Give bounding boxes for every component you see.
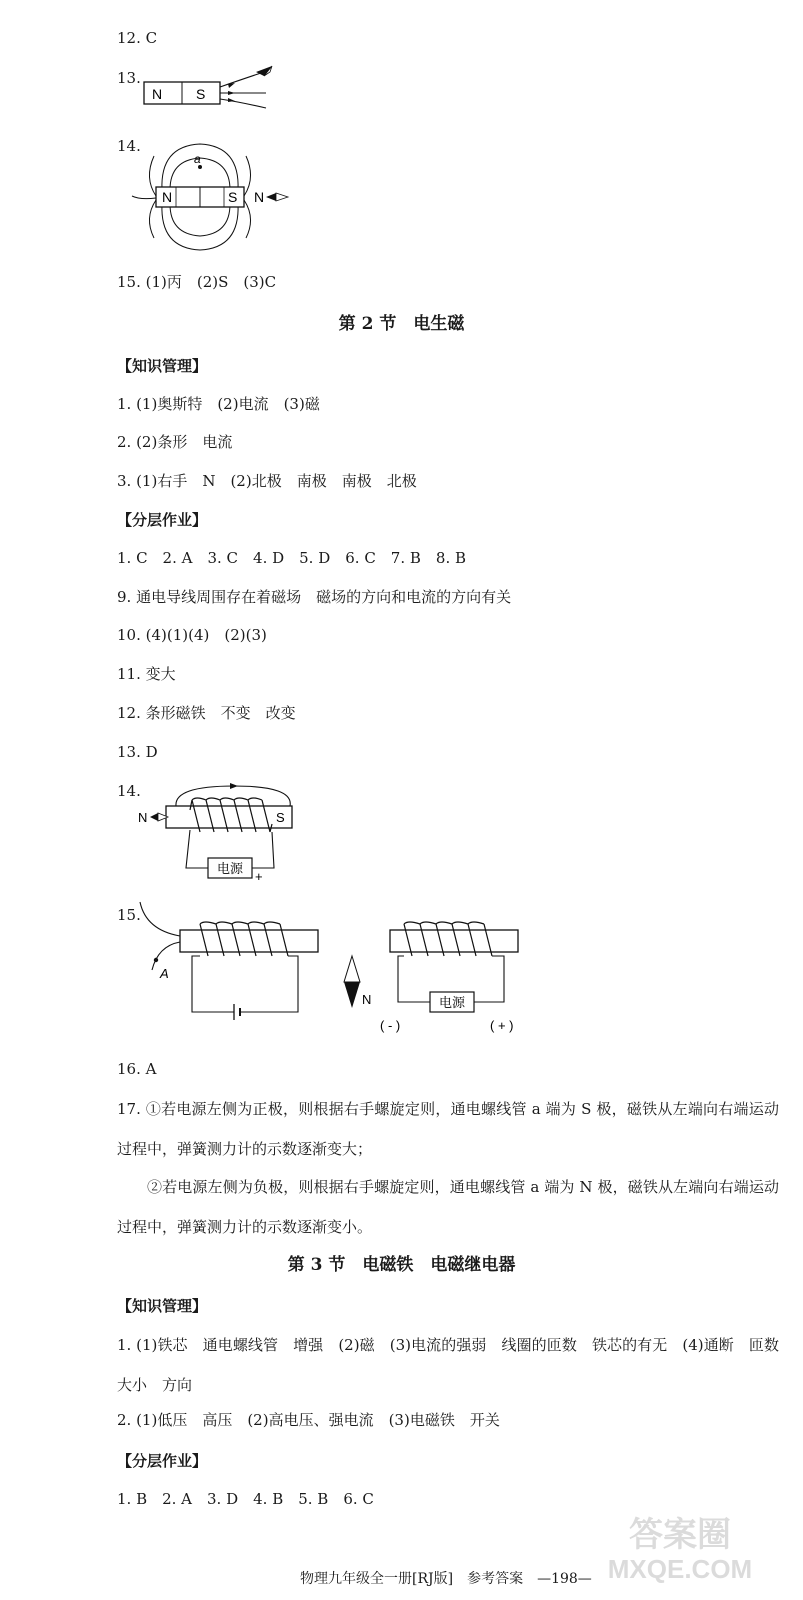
answer-15: 15. (1)丙 (2)S (3)C — [117, 273, 277, 291]
section-2-answer-10: 10. (4)(1)(4) (2)(3) — [117, 626, 267, 644]
section-2-answers-1-8: 1. C 2. A 3. C 4. D 5. D 6. C 7. B 8. B — [117, 549, 466, 567]
section-3-knowledge-heading: 【知识管理】 — [117, 1297, 208, 1315]
question-14-label: 14. — [117, 137, 141, 155]
fig-s2-15-a-label: A — [160, 966, 169, 981]
fig-s2-15-needle-n-label: N — [362, 992, 372, 1007]
section-2-answer-13: 13. D — [117, 743, 158, 761]
section-3-layer-heading: 【分层作业】 — [117, 1452, 208, 1470]
section-2-question-14-label: 14. — [117, 782, 141, 800]
fig-s2-14-s-label: S — [276, 810, 285, 825]
svg-text:答案圈: 答案圈 — [629, 1516, 731, 1554]
figure-s2-15-solenoids — [134, 900, 554, 1045]
section-2-knowledge-3: 3. (1)右手 N (2)北极 南极 南极 北极 — [117, 472, 417, 490]
fig14-a-label: a — [194, 152, 201, 166]
fig14-needle-n-label: N — [254, 189, 265, 205]
fig-s2-14-plus-label: + — [255, 869, 263, 884]
fig-s2-15-plus-label: ( + ) — [490, 1018, 514, 1033]
page-footer: 物理九年级全一册[RJ版] 参考答案 —198— — [300, 1571, 592, 1587]
fig14-n-label: N — [162, 189, 173, 205]
fig14-s-label: S — [228, 189, 238, 205]
answer-12: 12. C — [117, 29, 158, 47]
svg-text:MXQE.COM: MXQE.COM — [607, 1554, 753, 1584]
section-2-knowledge-1: 1. (1)奥斯特 (2)电流 (3)磁 — [117, 395, 320, 413]
fig13-n-label: N — [152, 86, 163, 102]
figure-14-field-lines — [130, 138, 300, 258]
watermark-logo — [575, 1506, 785, 1586]
section-2-knowledge-heading: 【知识管理】 — [117, 357, 208, 375]
section-2-answer-11: 11. 变大 — [117, 665, 176, 683]
section-2-title: 第 2 节 电生磁 — [338, 314, 465, 334]
section-3-title: 第 3 节 电磁铁 电磁继电器 — [287, 1255, 516, 1275]
fig13-s-label: S — [196, 86, 206, 102]
section-2-knowledge-2: 2. (2)条形 电流 — [117, 433, 233, 451]
section-2-answer-16: 16. A — [117, 1060, 157, 1078]
section-2-answer-17-part-1: 17. ①若电源左侧为正极，则根据右手螺旋定则，通电螺线管 a 端为 S 极，磁铁从左端向右端运动过程中，弹簧测力计的示数逐渐变大； — [117, 1100, 779, 1158]
fig-s2-15-source-label: 电源 — [438, 995, 466, 1010]
question-13-label: 13. — [117, 69, 141, 87]
fig-s2-14-source-label: 电源 — [216, 861, 244, 876]
fig-s2-14-n-label: N — [138, 810, 148, 825]
fig-s2-15-minus-label: ( - ) — [380, 1018, 401, 1033]
compass-needle-icon — [266, 193, 276, 201]
section-2-answer-12: 12. 条形磁铁 不变 改变 — [117, 704, 296, 722]
section-3-knowledge-2: 2. (1)低压 高压 (2)高电压、强电流 (3)电磁铁 开关 — [117, 1411, 500, 1429]
section-2-question-15-label: 15. — [117, 906, 141, 924]
compass-needle-icon — [344, 956, 360, 982]
section-2-layer-heading: 【分层作业】 — [117, 511, 208, 529]
section-2-answer-17-part-2: ②若电源左侧为负极，则根据右手螺旋定则，通电螺线管 a 端为 N 极，磁铁从左端向右端运动过程中，弹簧测力计的示数逐渐变小。 — [117, 1178, 779, 1236]
section-2-answer-9: 9. 通电导线周围存在着磁场 磁场的方向和电流的方向有关 — [117, 588, 512, 606]
section-3-answers-1-6: 1. B 2. A 3. D 4. B 5. B 6. C — [117, 1490, 374, 1508]
compass-needle-icon — [150, 813, 158, 821]
section-3-knowledge-1: 1. (1)铁芯 通电螺线管 增强 (2)磁 (3)电流的强弱 线圈的匝数 铁芯的有无 (4)通断 匝数 大小 方向 — [117, 1336, 795, 1394]
figure-13-bar-magnet — [140, 62, 280, 112]
figure-s2-14-solenoid — [134, 780, 314, 885]
